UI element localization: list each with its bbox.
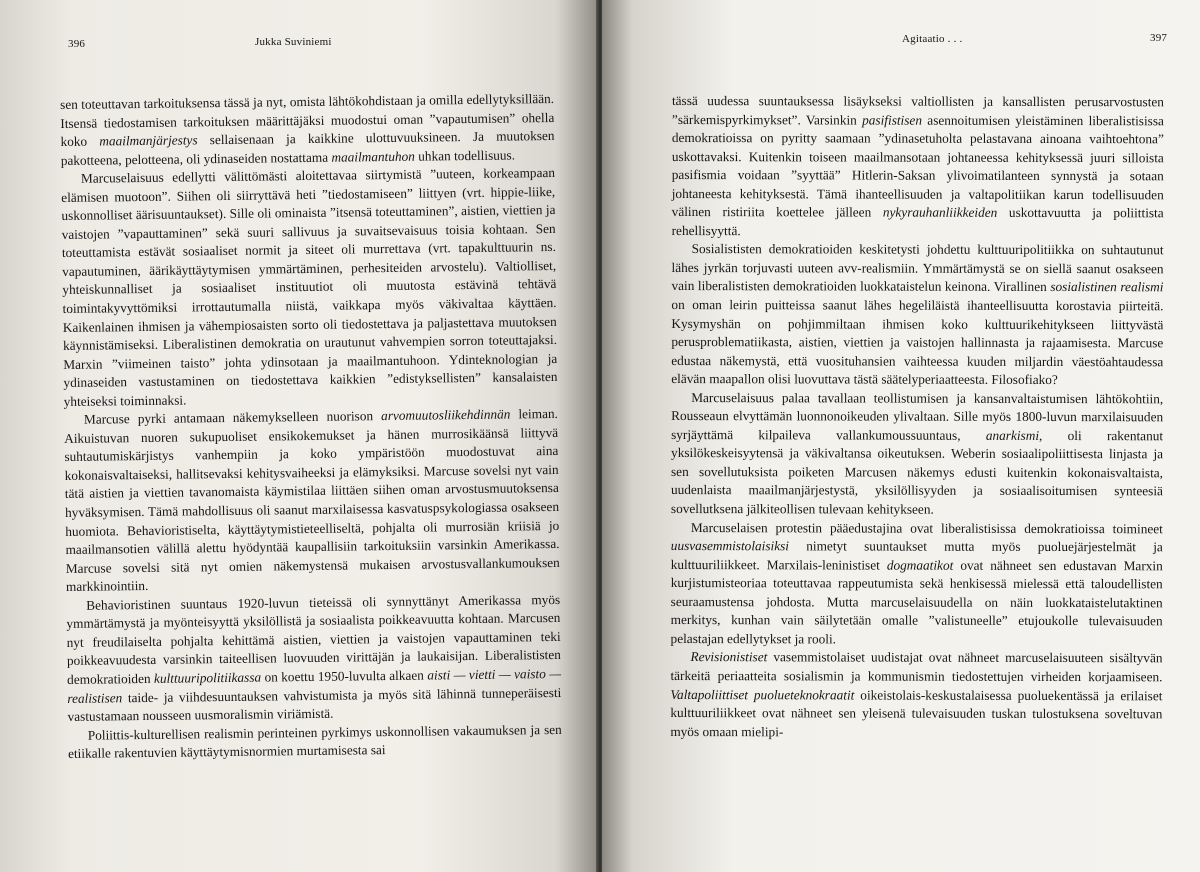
text-run: Sosialististen demokratioiden keskitetysti johdettu kulttuuripolitiikka on suhtautunut lähes jyrkän torjuvasti uuteen avv-realismiin. Ymmärtämystä se on siellä saanut osakseen vain liberalististen demokratioiden luokkataistelun keinona. Virallinen <box>671 241 1164 295</box>
left-page <box>0 0 598 872</box>
text-run: taide- ja viihdesuuntauksen vahvistumista ja myös sitä lähinnä tunneperäisesti vastustamaan nousseen uusmoralismin viriämistä. <box>67 684 562 724</box>
paragraph <box>671 519 1163 650</box>
text-run: Behavioristinen suuntaus 1920-luvun tieteissä oli synnyttänyt Amerikassa myös ymmärtämystä ja myönteisyyttä yksilöllistä ja sosiaalista poikkeavuutta kohtaan. Marcusen nyt freudilaiselta pohjalta kehittämä aistien, viettien ja vaistojen vapauttaminen teki poikkeavuudesta varsinkin taiteellisen luovuuden virittäjän ja laukaisijan. Liberalististen demokratioiden <box>66 591 561 687</box>
text-run: oikeistolais-keskustalaisessa puoluekentässä ja erilaiset kulttuuriliikkeet ovat nähneet sen yleisenä tulevaisuuden tuskan tulostuksena soveltuvan myös omaan mielipi- <box>670 686 1163 739</box>
paragraph <box>671 389 1163 520</box>
page-number-left: 396 <box>68 38 86 50</box>
text-run: uskottavuutta ja poliittista rehellisyyttä. <box>671 205 1164 239</box>
body-text-left <box>60 90 562 764</box>
italic-run: anarkismi <box>985 427 1040 443</box>
text-run: Marcuselaisen protestin pääedustajina ovat liberalistisissa demokratioissa toimineet <box>690 519 1163 536</box>
text-run: Marcuselaisuus palaa tavallaan teollistumisen ja kansanvaltaistumisen lähtökohtiin, Rousseaun elvyttämän luonnonoikeuden ylivaltaan. Sille myös 1800-luvun marxilaisuuden syrjäyttämä kilpaileva vallankumoussuuntaus, <box>671 389 1164 443</box>
text-run: tässä uudessa suuntauksessa lisäykseksi valtiollisten ja kansallisten perusarvostusten ”särkemispyrkimykset”. Varsinkin <box>671 93 1164 128</box>
text-run: Poliittis-kulturellisen realismin perinteinen pyrkimys uskonnollisen vakaumuksen ja sen etiikalle rakentuvien käyttäytymisnormien murtamisesta sai <box>67 721 562 762</box>
text-run: on koettu 1950-luvulta alkaen <box>261 667 428 685</box>
italic-run: sosialistinen realismi <box>1050 279 1164 295</box>
text-run: , oli rakentanut yksilökeskeisyytensä ja väkivaltansa oikeutuksen. Weberin sosiaalipoliittisesta linjasta ja sen sovellutuksista poiketen Marcusen näkemys edusti kuitenkin kokonaisvaltaista, uudenlaista maailmanjärjestystä, yksilöllisyyden ja sosiaalisoitumisen synteesiä sovellutksena jälkiteollisen tulevaan kehitykseen. <box>670 427 1164 517</box>
italic-run: aisti — vietti — vaisto — realistisen <box>67 665 562 706</box>
italic-run: Valtapoliittiset puolueteknokraatit <box>670 686 855 702</box>
right-page <box>602 0 1200 872</box>
running-head-right: Agitaatio . . . <box>902 33 963 45</box>
text-run: leiman. Aikuistuvan nuoren sukupuoliset ensikokemukset ja hänen murrosikäänsä liittyvä suhtautumiskärjistys vanhempiin ja koko ympäristöön muodostuvat aina kokonaisvaltaiseksi, hallitsevaksi kehitysvaiheeksi ja elämyksiksi. Marcuse sovelsi nyt vain tätä aistien ja viettien tavanomaista käymistilaa liittäen siihen oman arvostusmuutoksensa hyväksymisen. Tämä mahdollisuus oli saanut marxilaisessa kasvatuspsykologiassa osakseen huomiota. Behavioristiselta, käyttäytymistieteelliseltä, pohjalta oli murrosiän kriisiä jo maailmansotien välillä alettu hyödyntää kaupallisiin tarkoituksiin varsinkin Amerikassa. Marcuse sovelsi sitä nyt omien näkemystensä mukaisen arvostusvallankumouksen markkinointiin. <box>64 406 560 595</box>
text-run: Marcuselaisuus edellytti välittömästi aloitettavaa siirtymistä ”uuteen, korkeampaan elämisen muotoon”. Siihen oli siirryttävä heti ”tiedostamiseen” liittyen (vrt. hippie-liike, uskonnolliset äärisuuntaukset). Sille oli ominaista ”itsensä toteuttaminen”, aistien, viettien ja vaistojen ”vapauttaminen” sekä suuri sallivuus ja suvaitsevaisuus toisia kohtaan. Sen toteuttamista estävät sosiaaliset normit ja siteet oli murrettava (vrt. tapakulttuurin ns. vapautuminen, äärikäyttäytymisen ymmärtäminen, perhesiteiden arvostelu). Valtiolliset, yhteiskunnalliset ja sosiaaliset instituutiot oli muutosta estävinä tehtävä toimintakyvyttömiksi irrottautumalla niistä, vaikkapa myös väkivaltaa käyttäen. Kaikenlainen ihmisen ja vähempiosaisten sorto oli tiedostettava ja paljastettava muutoksen käynnistämiseksi. Liberalistinen demokratia on urautunut vahvempien sorron toteuttajaksi. Marxin ”viimeinen taisto” johta ydinsotaan ja maailmantuhoon. Ydinteknologian ja ydinaseiden vastustaminen on tiedostettava kaikkien ”edistyksellisten” kansalaisten yhteiseksi toiminnaksi. <box>61 165 558 409</box>
text-run: Marcuse pyrki antamaan näkemykselleen nuorison <box>83 408 382 428</box>
text-run: sen toteuttavan tarkoituksensa tässä ja nyt, omista lähtökohdistaan ja omilla edellytyksillään. Itsensä tiedostamisen tarkoituksen määrittäjäksi muodostui oman ”vapautumisen” ohella koko <box>60 90 555 150</box>
paragraph <box>61 164 558 411</box>
paragraph <box>671 240 1163 390</box>
text-run: on oman leirin puitteissa saanut lähes hegeliläistä ihanteellisuutta korostavia piirteitä. Kysymyshän on pohjimmiltaan ihmisen koko kulttuurikehitykseen liittyvästä perusproblematiikasta, aistien, viettien ja vaistojen hallinnasta ja rajaamisesta. Marcuse edustaa näkemystä, että vuosituhansien vaihteessa kuuden miljardin väestöahtaudessa elävän maapallon olisi luovuttava tästä säätelyperiaatteesta. Filosofiako? <box>671 297 1164 388</box>
text-run: nimetyt suuntaukset mutta myös puoluejärjestelmät ja kulttuuriliikkeet. Marxilais-leninistiset <box>670 538 1163 573</box>
italic-run: uusvasemmistolaisiksi <box>670 538 790 554</box>
text-run: sellaisenaan ja kaikkine ulottuvuuksineen. Ja muutoksen pakotteena, pelotteena, oli ydinaseiden nostattama <box>60 128 555 168</box>
paragraph <box>64 405 560 596</box>
italic-run: arvomuutosliikehdinnän <box>381 406 511 424</box>
italic-run: dogmaatikot <box>886 557 954 573</box>
italic-run: Revisionistiset <box>690 649 768 665</box>
text-run: asennoitumisen yleistäminen liberalistisissa demokratioissa on pyritty saamaan ”ydinasetuholta pelastavana ainoana vaihtoehtona” uskottavaksi. Kuitenkin toiseen maailmansotaan johtaneessa kehityksessä juuri silloista pasifismia voidaan ”syyttää” Hitlerin-Saksan ylivoimatilanteen synnystä ja sotaan johtaneesta kehityksestä. Tämä ihanteellisuuden ja valtapolitiikan karun todellisuuden välinen ristiriita koettelee jälleen <box>671 112 1164 220</box>
running-head-left: Jukka Suviniemi <box>255 36 332 48</box>
paragraph <box>670 648 1162 742</box>
paragraph <box>60 90 555 170</box>
page-number-right: 397 <box>1150 32 1168 44</box>
italic-run: maailmanjärjestys <box>99 132 198 149</box>
italic-run: nykyrauhanliikkeiden <box>882 204 998 221</box>
italic-run: pasifistisen <box>862 112 923 128</box>
text-run: ovat nähneet sen edustavan Marxin kurjistumisteoriaa toteuttavaa rappeutumista sekä henkisessä mielessä että taloudellisten seuraamustensa johdosta. Mutta marcuselaisuudella on näin luokkataistelutaktinen merkitys, kunhan vain säilytetään omalle ”valistuneelle” etujoukolle tulevaisuuden pelastajan edellytykset ja rooli. <box>670 557 1163 647</box>
text-run: uhkan todellisuus. <box>414 147 516 164</box>
italic-run: kulttuuripolitiikassa <box>153 669 262 686</box>
paragraph <box>66 591 562 727</box>
paragraph <box>68 721 562 764</box>
text-run: vasemmistolaiset uudistajat ovat nähneet marcuselaisuuteen sisältyvän tärkeitä periaatteita sosialismin ja kommunismin tiedostettujen virheiden korjaamiseen. <box>670 649 1163 685</box>
italic-run: maailmantuhon <box>331 148 415 165</box>
paragraph <box>672 92 1164 242</box>
body-text-right <box>670 92 1164 742</box>
